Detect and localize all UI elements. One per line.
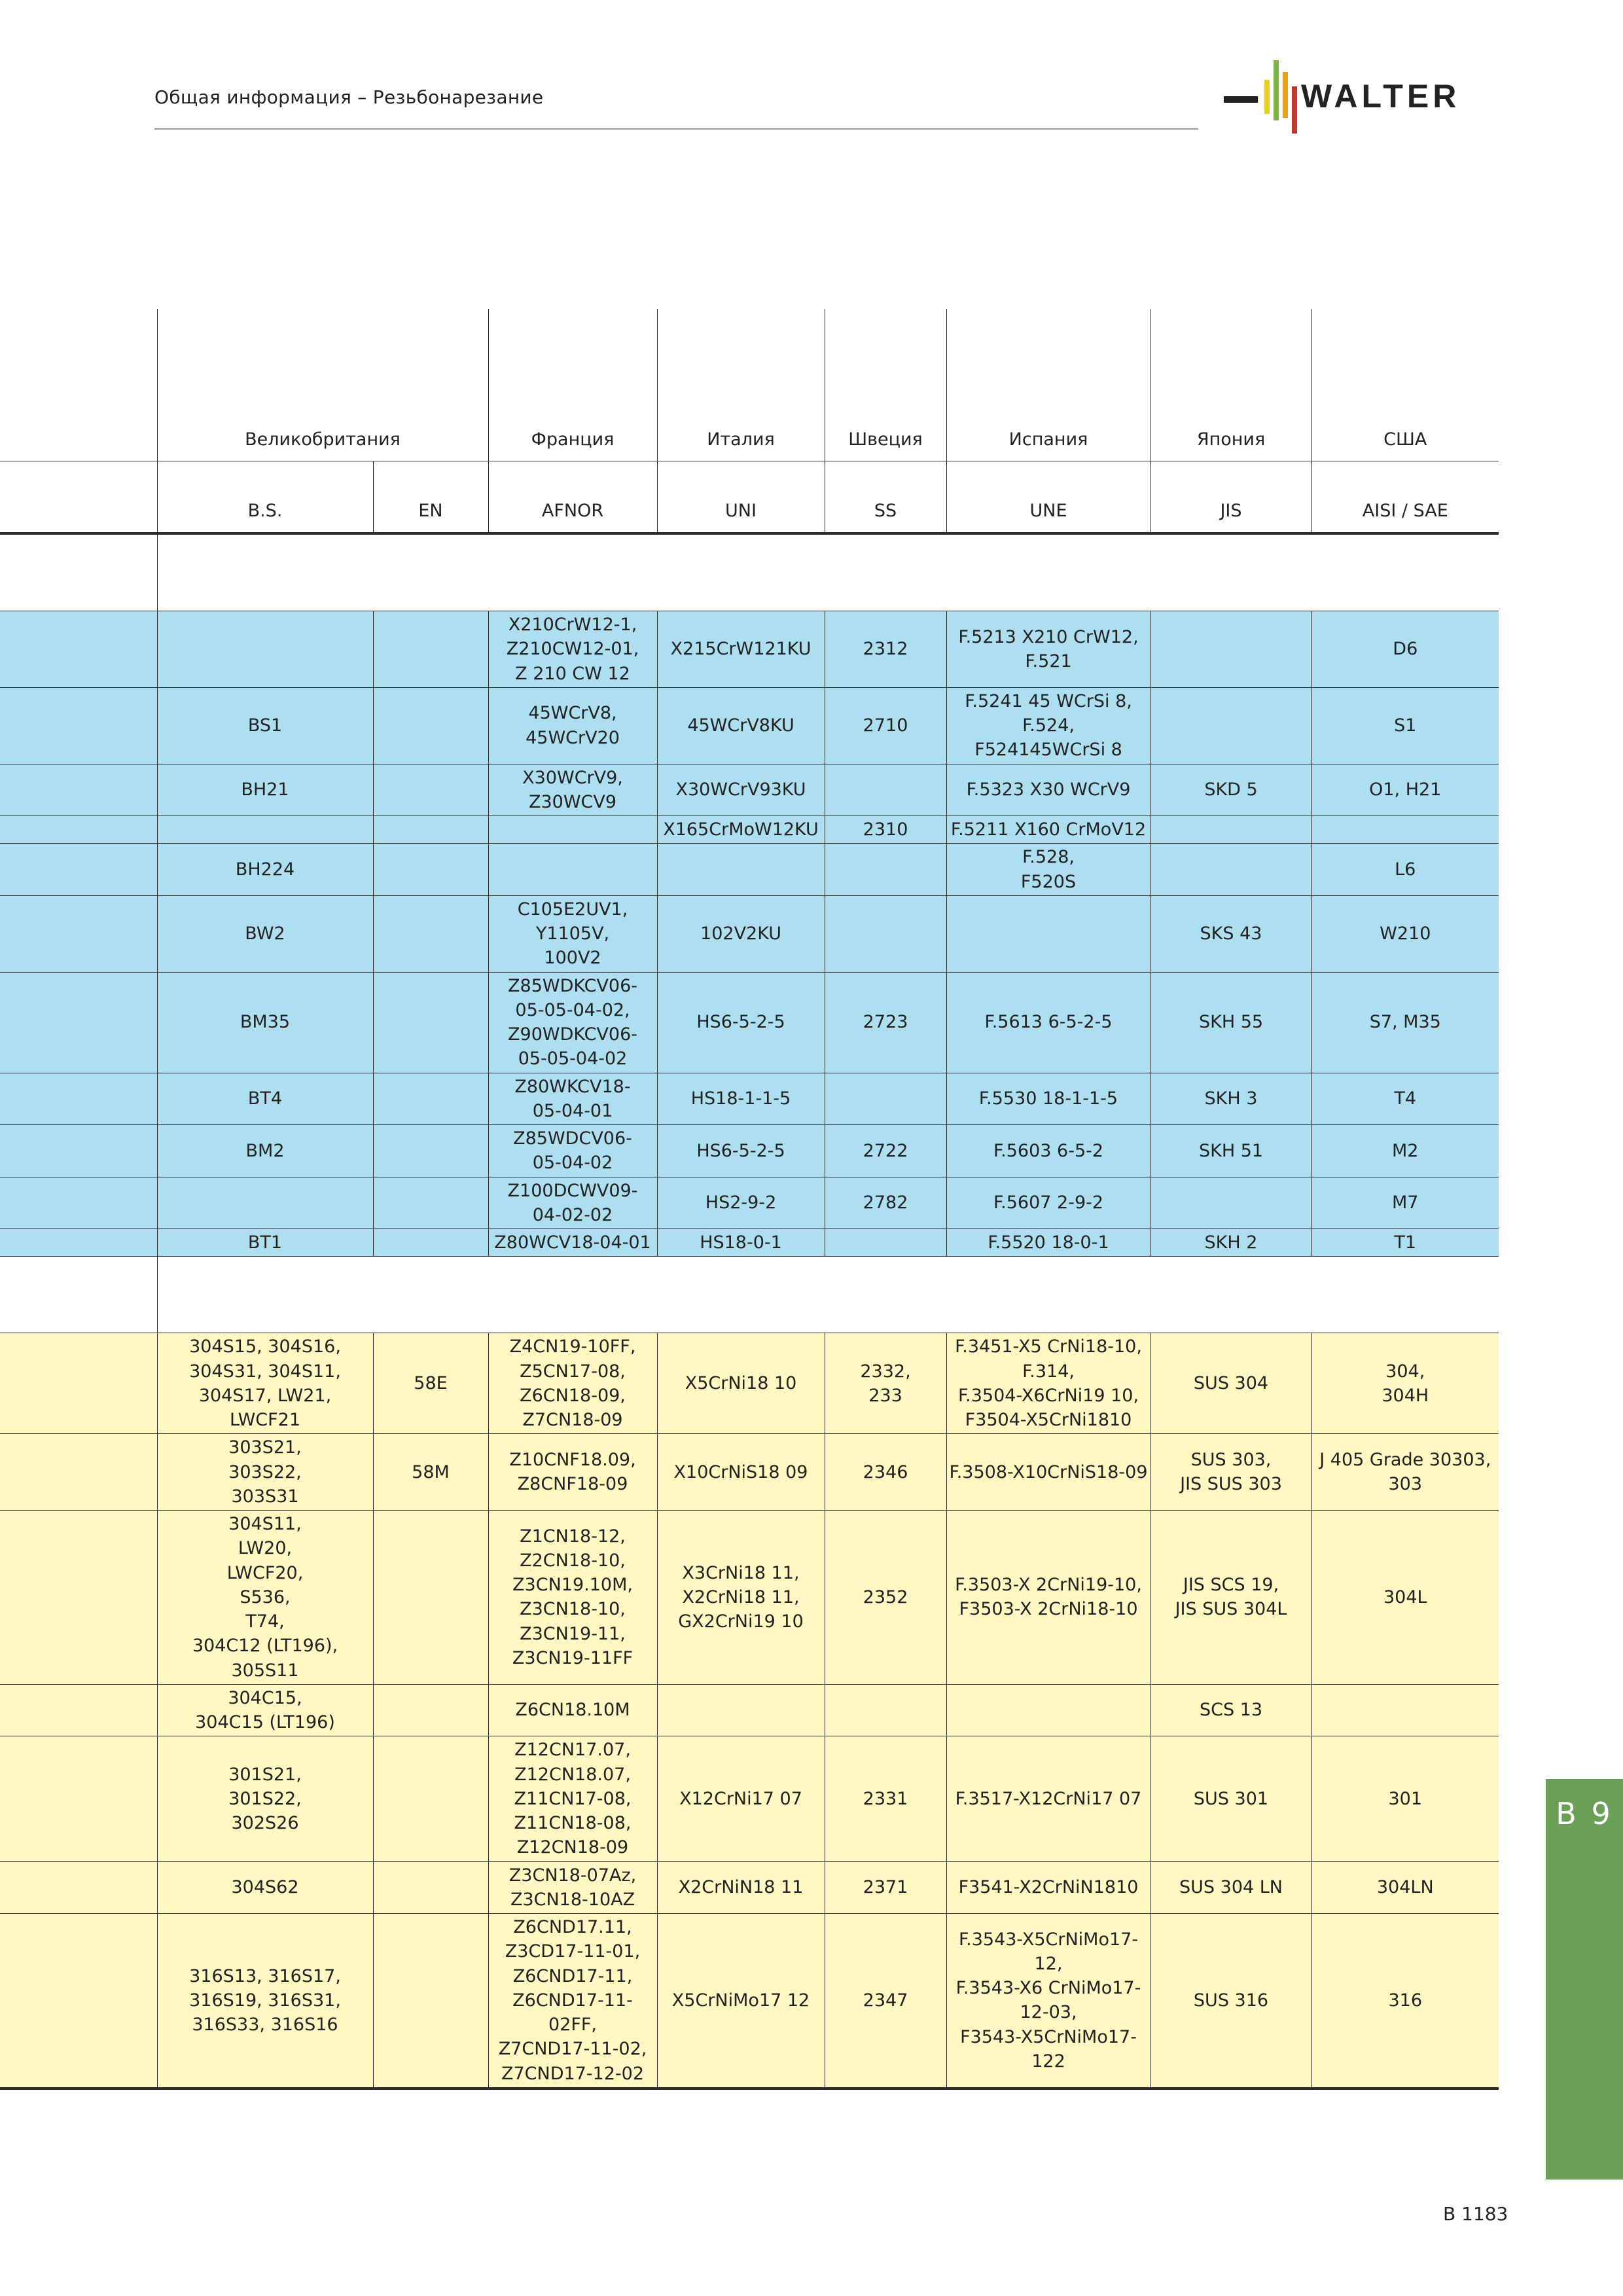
cell-ss: 2312 xyxy=(825,611,946,688)
cell-afnor: Z85WDCV06- 05-04-02 xyxy=(488,1125,657,1177)
header-blank-cell xyxy=(0,309,157,461)
cell-afnor: Z4CN19-10FF, Z5CN17-08, Z6CN18-09, Z7CN18-09 xyxy=(488,1333,657,1434)
cell-ss: 2710 xyxy=(825,687,946,764)
cell-une: F.3503-X 2CrNi19-10, F3503-X 2CrNi18-10 xyxy=(946,1511,1150,1685)
group-spacer-cell xyxy=(157,1257,1499,1333)
table-row xyxy=(0,1736,1499,1861)
cell-afnor xyxy=(488,816,657,844)
cell-afnor: Z12CN17.07, Z12CN18.07, Z11CN17-08, Z11CN18-08, Z12CN18-09 xyxy=(488,1736,657,1861)
cell-bs: BH224 xyxy=(157,844,373,896)
cell-uni: X3CrNi18 11, X2CrNi18 11, GX2CrNi19 10 xyxy=(657,1511,825,1685)
group-spacer-row xyxy=(0,1257,1499,1333)
cell-en xyxy=(373,764,488,816)
cell-une: F.5213 X210 CrW12, F.521 xyxy=(946,611,1150,688)
cell-en: 58E xyxy=(373,1333,488,1434)
cell-afnor: Z80WKCV18- 05-04-01 xyxy=(488,1073,657,1125)
cell-en xyxy=(373,1736,488,1861)
cell-ss: 2782 xyxy=(825,1177,946,1229)
cell-une: F.528, F520S xyxy=(946,844,1150,896)
standard-uni: UNI xyxy=(657,461,825,534)
cell-ss xyxy=(825,1684,946,1736)
cell-bs: 304S11, LW20, LWCF20, S536, T74, 304C12 (LT196), 305S11 xyxy=(157,1511,373,1685)
cell-ss xyxy=(825,1229,946,1257)
cell-aisi: M7 xyxy=(1311,1177,1499,1229)
cell-jis xyxy=(1150,611,1311,688)
cell-bs: 303S21, 303S22, 303S31 xyxy=(157,1434,373,1511)
cell-bs: 316S13, 316S17, 316S19, 316S31, 316S33, 316S16 xyxy=(157,1914,373,2089)
cell-afnor: Z10CNF18.09, Z8CNF18-09 xyxy=(488,1434,657,1511)
cell-une: F.3517-X12CrNi17 07 xyxy=(946,1736,1150,1861)
cell-bs: 304C15, 304C15 (LT196) xyxy=(157,1684,373,1736)
cell-une: F.5607 2-9-2 xyxy=(946,1177,1150,1229)
table-row xyxy=(0,1684,1499,1736)
cell-jis: SKS 43 xyxy=(1150,895,1311,972)
standard-une: UNE xyxy=(946,461,1150,534)
cell-jis: SKH 51 xyxy=(1150,1125,1311,1177)
cell-jis: SUS 304 LN xyxy=(1150,1861,1311,1914)
cell-aisi: J 405 Grade 30303, 303 xyxy=(1311,1434,1499,1511)
cell-ss: 2332, 233 xyxy=(825,1333,946,1434)
row-label-cell xyxy=(0,1434,157,1511)
group-spacer-cell xyxy=(157,533,1499,611)
country-uk: Великобритания xyxy=(157,309,488,461)
cell-jis: SKD 5 xyxy=(1150,764,1311,816)
country-japan: Япония xyxy=(1150,309,1311,461)
cell-jis xyxy=(1150,844,1311,896)
page-number: B 1183 xyxy=(1443,2203,1508,2225)
country-header-row xyxy=(0,309,1499,461)
standard-jis: JIS xyxy=(1150,461,1311,534)
row-label-cell xyxy=(0,1736,157,1861)
cell-uni: X5CrNi18 10 xyxy=(657,1333,825,1434)
table-row xyxy=(0,764,1499,816)
cell-aisi: 304, 304H xyxy=(1311,1333,1499,1434)
cell-uni: HS6-5-2-5 xyxy=(657,1125,825,1177)
cell-en xyxy=(373,1125,488,1177)
cell-aisi: 316 xyxy=(1311,1914,1499,2089)
cell-aisi: T4 xyxy=(1311,1073,1499,1125)
cell-afnor: X30WCrV9, Z30WCV9 xyxy=(488,764,657,816)
cell-bs xyxy=(157,816,373,844)
table-row xyxy=(0,1914,1499,2089)
cell-aisi: 304LN xyxy=(1311,1861,1499,1914)
country-sweden: Швеция xyxy=(825,309,946,461)
table-row xyxy=(0,611,1499,688)
cell-bs xyxy=(157,611,373,688)
cell-une: F.5613 6-5-2-5 xyxy=(946,972,1150,1073)
cell-ss: 2346 xyxy=(825,1434,946,1511)
section-tab-label: B 9 xyxy=(1556,1796,1613,1831)
cell-uni: HS6-5-2-5 xyxy=(657,972,825,1073)
cell-ss: 2347 xyxy=(825,1914,946,2089)
cell-uni: X12CrNi17 07 xyxy=(657,1736,825,1861)
logo-bar-green xyxy=(1274,60,1279,120)
cell-en xyxy=(373,844,488,896)
row-label-cell xyxy=(0,764,157,816)
table-row xyxy=(0,1861,1499,1914)
cell-une: F.5241 45 WCrSi 8, F.524, F524145WCrSi 8 xyxy=(946,687,1150,764)
cell-uni xyxy=(657,1684,825,1736)
cell-bs: 304S62 xyxy=(157,1861,373,1914)
cell-ss xyxy=(825,844,946,896)
cell-ss xyxy=(825,1073,946,1125)
material-comparison-table xyxy=(0,309,1499,2090)
cell-une: F3541-X2CrNiN1810 xyxy=(946,1861,1150,1914)
logo-dash xyxy=(1224,96,1258,103)
cell-bs: BM35 xyxy=(157,972,373,1073)
cell-uni: X215CrW121KU xyxy=(657,611,825,688)
cell-bs: 301S21, 301S22, 302S26 xyxy=(157,1736,373,1861)
cell-afnor: 45WCrV8, 45WCrV20 xyxy=(488,687,657,764)
cell-en xyxy=(373,1073,488,1125)
cell-uni: X2CrNiN18 11 xyxy=(657,1861,825,1914)
row-label-cell xyxy=(0,1511,157,1685)
cell-une: F.5323 X30 WCrV9 xyxy=(946,764,1150,816)
table-row xyxy=(0,1333,1499,1434)
cell-bs: BT1 xyxy=(157,1229,373,1257)
cell-une xyxy=(946,895,1150,972)
cell-aisi: W210 xyxy=(1311,895,1499,972)
cell-en xyxy=(373,816,488,844)
cell-uni: HS18-1-1-5 xyxy=(657,1073,825,1125)
table-row xyxy=(0,1434,1499,1511)
table-row xyxy=(0,1177,1499,1229)
row-label-cell xyxy=(0,1914,157,2089)
table-row xyxy=(0,1125,1499,1177)
cell-ss: 2352 xyxy=(825,1511,946,1685)
logo-bar-yellow xyxy=(1264,80,1270,114)
row-label-cell xyxy=(0,687,157,764)
cell-bs: BH21 xyxy=(157,764,373,816)
page-header xyxy=(154,84,1198,130)
cell-une xyxy=(946,1684,1150,1736)
cell-en xyxy=(373,972,488,1073)
group-blank-cell xyxy=(0,1257,157,1333)
row-label-cell xyxy=(0,816,157,844)
cell-afnor: Z1CN18-12, Z2CN18-10, Z3CN19.10M, Z3CN18-10, Z3CN19-11, Z3CN19-11FF xyxy=(488,1511,657,1685)
table-row xyxy=(0,844,1499,896)
cell-aisi: O1, H21 xyxy=(1311,764,1499,816)
cell-ss: 2371 xyxy=(825,1861,946,1914)
cell-aisi: L6 xyxy=(1311,844,1499,896)
cell-uni: 45WCrV8KU xyxy=(657,687,825,764)
cell-uni: 102V2KU xyxy=(657,895,825,972)
row-label-cell xyxy=(0,1125,157,1177)
cell-une: F.5530 18-1-1-5 xyxy=(946,1073,1150,1125)
section-tab xyxy=(1546,1779,1623,2179)
cell-uni: X10CrNiS18 09 xyxy=(657,1434,825,1511)
country-france: Франция xyxy=(488,309,657,461)
cell-une: F.3508-X10CrNiS18-09 xyxy=(946,1434,1150,1511)
row-label-cell xyxy=(0,611,157,688)
cell-uni: HS18-0-1 xyxy=(657,1229,825,1257)
standard-bs: B.S. xyxy=(157,461,373,534)
row-label-cell xyxy=(0,1229,157,1257)
table-row xyxy=(0,816,1499,844)
cell-bs: BW2 xyxy=(157,895,373,972)
cell-uni: X5CrNiMo17 12 xyxy=(657,1914,825,2089)
row-label-cell xyxy=(0,1684,157,1736)
cell-aisi: S7, M35 xyxy=(1311,972,1499,1073)
cell-bs: BS1 xyxy=(157,687,373,764)
row-label-cell xyxy=(0,972,157,1073)
logo-bar-orange xyxy=(1283,72,1288,118)
cell-afnor: Z85WDKCV06- 05-05-04-02, Z90WDKCV06- 05-05-04-02 xyxy=(488,972,657,1073)
group-spacer-row xyxy=(0,533,1499,611)
table-row xyxy=(0,972,1499,1073)
country-spain: Испания xyxy=(946,309,1150,461)
header-title: Общая информация – Резьбонарезание xyxy=(154,86,544,108)
cell-afnor: Z6CND17.11, Z3CD17-11-01, Z6CND17-11, Z6CND17-11-02FF, Z7CND17-11-02, Z7CND17-12-02 xyxy=(488,1914,657,2089)
country-italy: Италия xyxy=(657,309,825,461)
standard-ss: SS xyxy=(825,461,946,534)
cell-jis: SUS 316 xyxy=(1150,1914,1311,2089)
cell-en xyxy=(373,611,488,688)
cell-en: 58M xyxy=(373,1434,488,1511)
cell-ss: 2723 xyxy=(825,972,946,1073)
cell-aisi xyxy=(1311,816,1499,844)
cell-bs: BM2 xyxy=(157,1125,373,1177)
cell-jis xyxy=(1150,687,1311,764)
cell-jis: SCS 13 xyxy=(1150,1684,1311,1736)
cell-bs xyxy=(157,1177,373,1229)
cell-jis: SKH 2 xyxy=(1150,1229,1311,1257)
table-row xyxy=(0,1511,1499,1685)
cell-afnor: C105E2UV1, Y1105V, 100V2 xyxy=(488,895,657,972)
header-blank-cell xyxy=(0,461,157,534)
cell-aisi: 301 xyxy=(1311,1736,1499,1861)
cell-jis xyxy=(1150,1177,1311,1229)
cell-en xyxy=(373,1861,488,1914)
row-label-cell xyxy=(0,844,157,896)
table-row xyxy=(0,895,1499,972)
cell-aisi: T1 xyxy=(1311,1229,1499,1257)
cell-une: F.3543-X5CrNiMo17-12, F.3543-X6 CrNiMo17- 12-03, F3543-X5CrNiMo17-122 xyxy=(946,1914,1150,2089)
cell-uni: HS2-9-2 xyxy=(657,1177,825,1229)
cell-ss xyxy=(825,764,946,816)
cell-aisi: D6 xyxy=(1311,611,1499,688)
row-label-cell xyxy=(0,1073,157,1125)
cell-une: F.3451-X5 CrNi18-10, F.314, F.3504-X6CrNi19 10, F3504-X5CrNi1810 xyxy=(946,1333,1150,1434)
cell-en xyxy=(373,687,488,764)
cell-aisi: 304L xyxy=(1311,1511,1499,1685)
standard-aisi-sae: AISI / SAE xyxy=(1311,461,1499,534)
cell-afnor: Z6CN18.10M xyxy=(488,1684,657,1736)
cell-jis: SKH 3 xyxy=(1150,1073,1311,1125)
cell-uni xyxy=(657,844,825,896)
cell-afnor: Z3CN18-07Az, Z3CN18-10AZ xyxy=(488,1861,657,1914)
standard-afnor: AFNOR xyxy=(488,461,657,534)
cell-ss: 2331 xyxy=(825,1736,946,1861)
cell-aisi: S1 xyxy=(1311,687,1499,764)
cell-en xyxy=(373,1511,488,1685)
cell-une: F.5211 X160 CrMoV12 xyxy=(946,816,1150,844)
cell-en xyxy=(373,1229,488,1257)
cell-ss xyxy=(825,895,946,972)
cell-jis xyxy=(1150,816,1311,844)
cell-ss: 2722 xyxy=(825,1125,946,1177)
table-row xyxy=(0,1073,1499,1125)
row-label-cell xyxy=(0,895,157,972)
cell-afnor xyxy=(488,844,657,896)
table-row xyxy=(0,1229,1499,1257)
row-label-cell xyxy=(0,1333,157,1434)
cell-afnor: Z80WCV18-04-01 xyxy=(488,1229,657,1257)
cell-jis: SUS 301 xyxy=(1150,1736,1311,1861)
country-usa: США xyxy=(1311,309,1499,461)
cell-une: F.5520 18-0-1 xyxy=(946,1229,1150,1257)
cell-afnor: X210CrW12-1, Z210CW12-01, Z 210 CW 12 xyxy=(488,611,657,688)
cell-uni: X30WCrV93KU xyxy=(657,764,825,816)
row-label-cell xyxy=(0,1177,157,1229)
cell-bs: 304S15, 304S16, 304S31, 304S11, 304S17, LW21, LWCF21 xyxy=(157,1333,373,1434)
walter-logo xyxy=(1224,60,1502,134)
cell-en xyxy=(373,1684,488,1736)
standard-en: EN xyxy=(373,461,488,534)
cell-jis: SKH 55 xyxy=(1150,972,1311,1073)
standard-header-row xyxy=(0,461,1499,534)
cell-uni: X165CrMoW12KU xyxy=(657,816,825,844)
table-row xyxy=(0,687,1499,764)
cell-jis: SUS 303, JIS SUS 303 xyxy=(1150,1434,1311,1511)
cell-aisi: M2 xyxy=(1311,1125,1499,1177)
cell-en xyxy=(373,1177,488,1229)
cell-afnor: Z100DCWV09- 04-02-02 xyxy=(488,1177,657,1229)
cell-jis: SUS 304 xyxy=(1150,1333,1311,1434)
row-label-cell xyxy=(0,1861,157,1914)
cell-une: F.5603 6-5-2 xyxy=(946,1125,1150,1177)
cell-en xyxy=(373,1914,488,2089)
cell-en xyxy=(373,895,488,972)
cell-ss: 2310 xyxy=(825,816,946,844)
cell-aisi xyxy=(1311,1684,1499,1736)
group-blank-cell xyxy=(0,533,157,611)
logo-text: WALTER xyxy=(1301,78,1461,115)
logo-bar-red xyxy=(1292,86,1297,134)
cell-bs: BT4 xyxy=(157,1073,373,1125)
cell-jis: JIS SCS 19, JIS SUS 304L xyxy=(1150,1511,1311,1685)
